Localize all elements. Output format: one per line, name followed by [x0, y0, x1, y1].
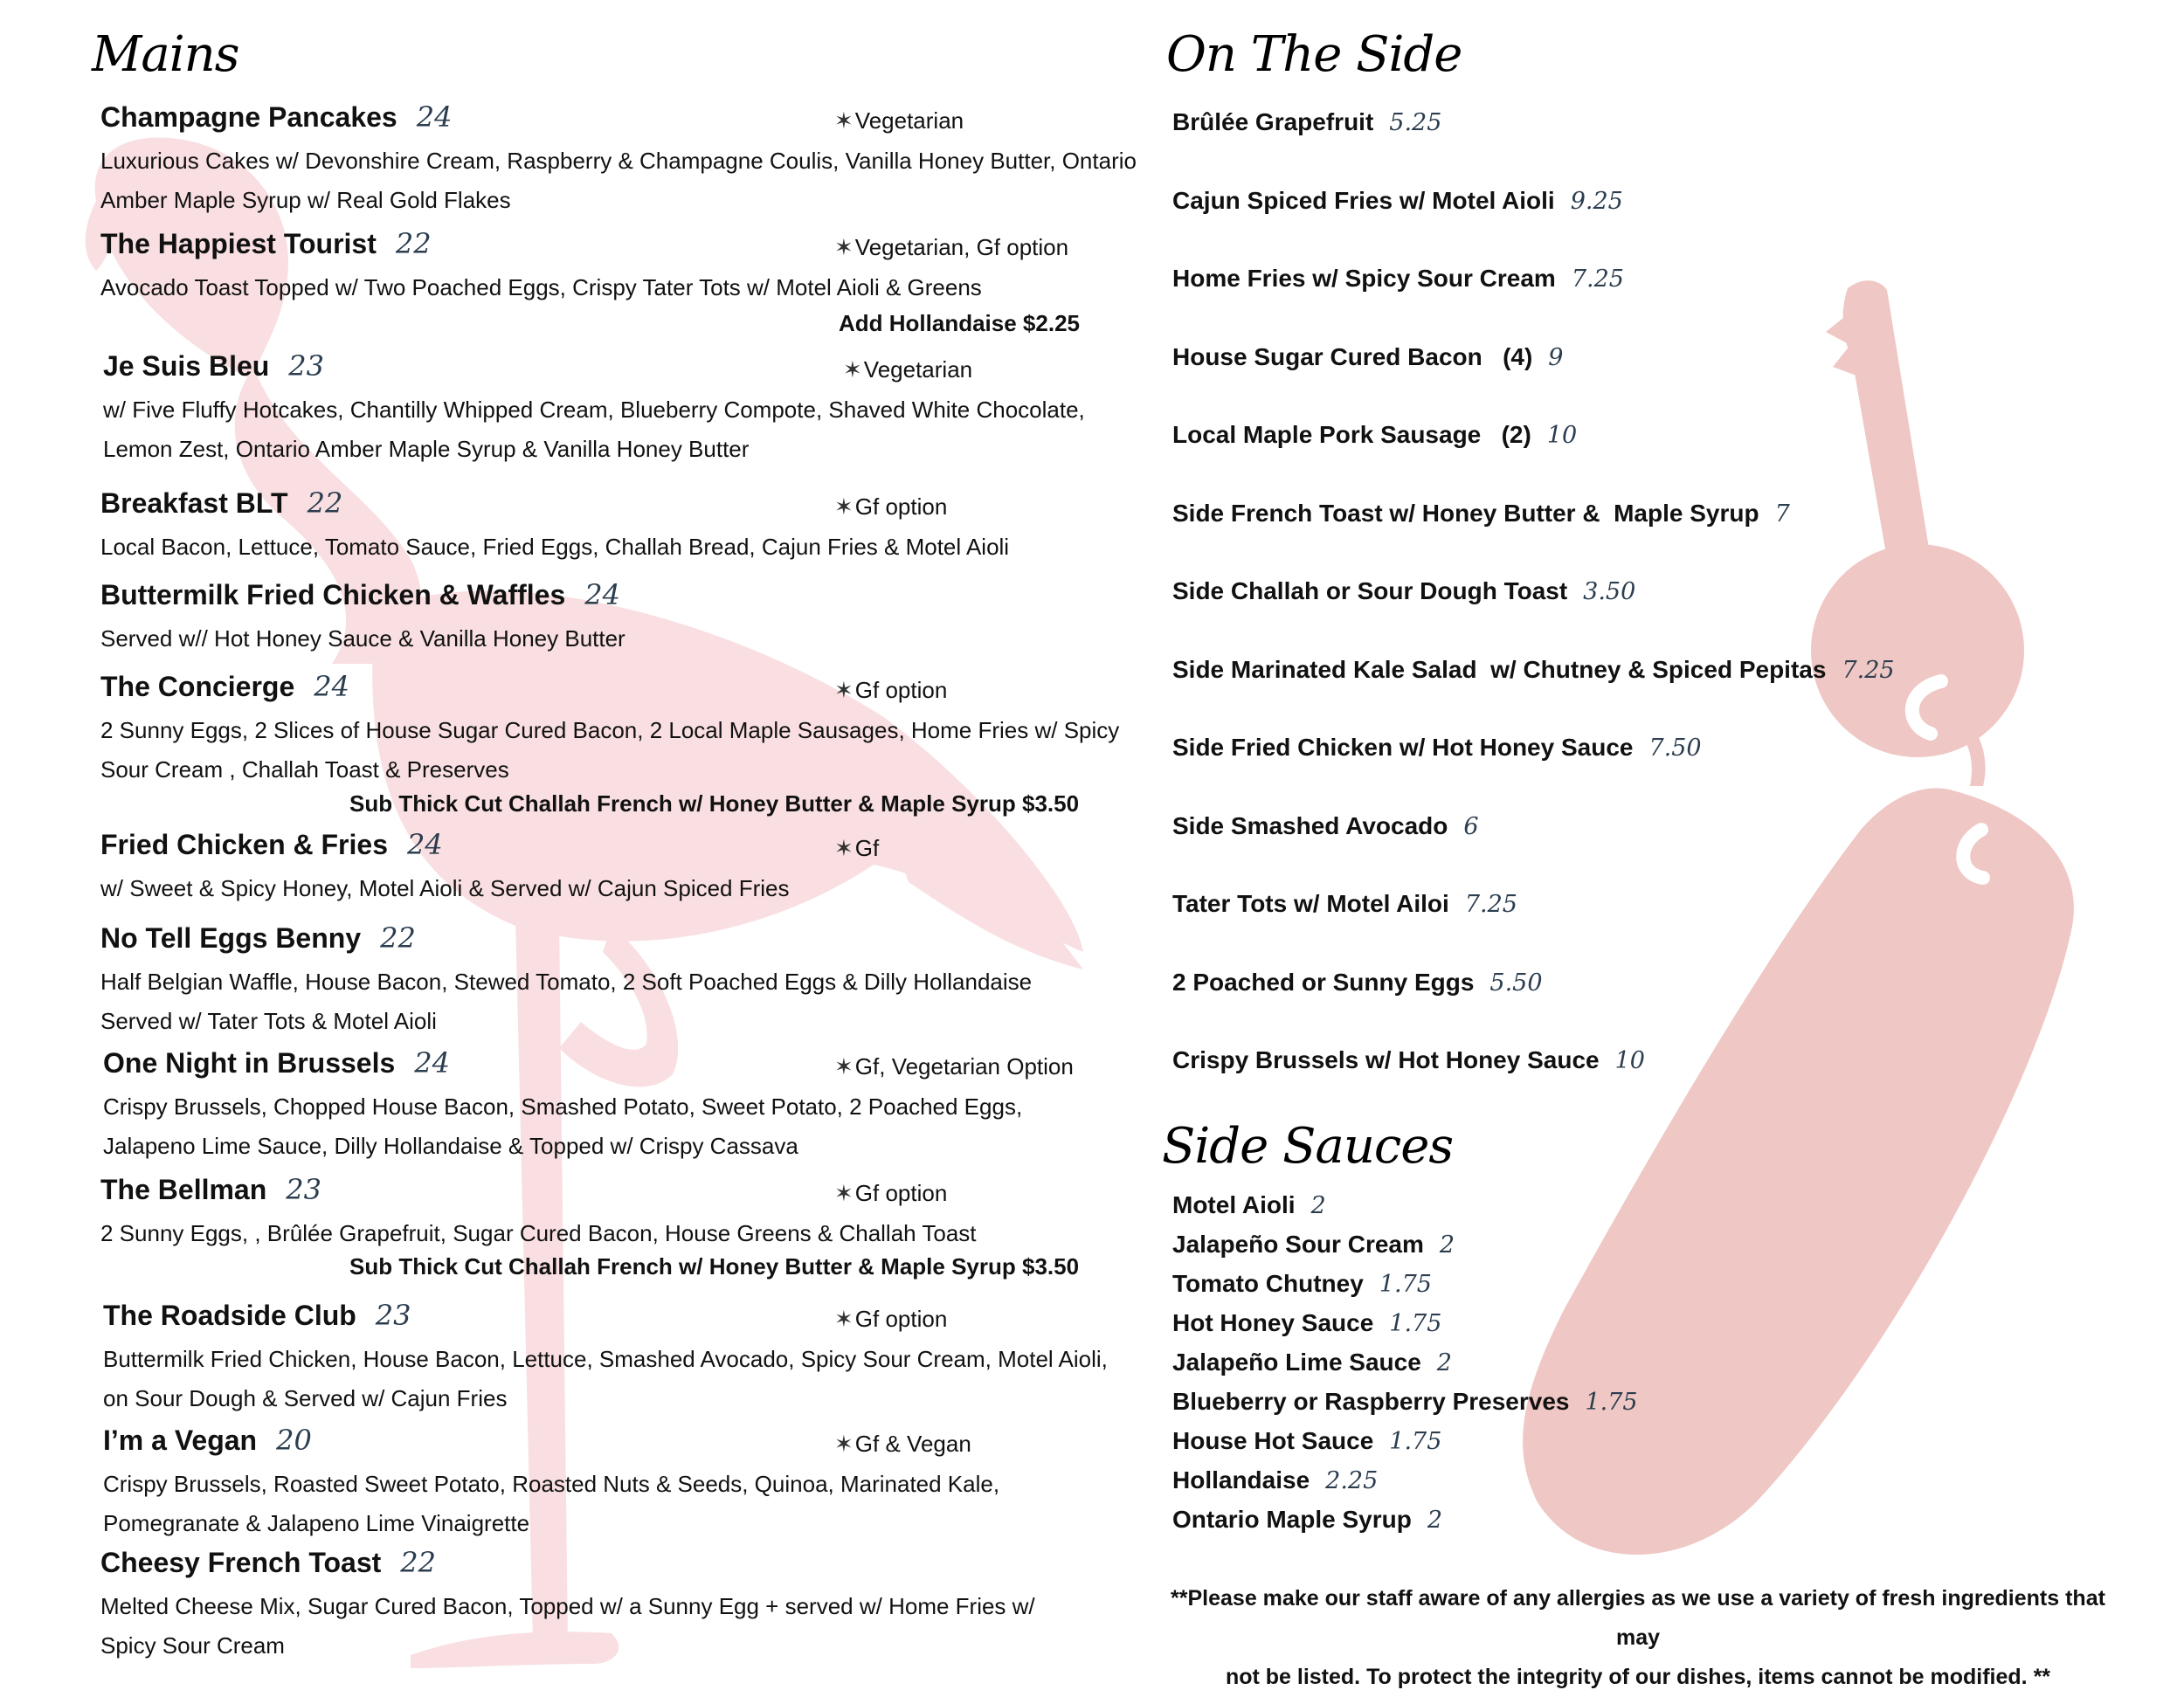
side-item — [1172, 265, 1624, 293]
sauce-item-name: Motel Aioli — [1172, 1191, 1296, 1218]
dietary-star-icon: ✶ — [834, 1181, 854, 1207]
mains-heading: Mains — [92, 26, 239, 83]
item-description-line: 2 Sunny Eggs, , Brûlée Grapefruit, Sugar Cured Bacon, House Greens & Challah Toast — [100, 1220, 977, 1246]
side-item-price: 3.50 — [1583, 578, 1636, 605]
item-price: 22 — [380, 921, 416, 955]
menu-item-name — [100, 486, 342, 520]
sauce-item-price: 2 — [1310, 1192, 1326, 1219]
sauce-item — [1172, 1427, 1441, 1455]
dietary-note-text: Gf option — [854, 1306, 948, 1332]
item-addon: Add Hollandaise $2.25 — [839, 310, 1080, 336]
item-addon: Sub Thick Cut Challah French w/ Honey Butter & Maple Syrup $3.50 — [349, 1253, 1080, 1280]
item-description-line: Served w/ Tater Tots & Motel Aioli — [100, 1008, 437, 1034]
sauce-item-name: House Hot Sauce — [1172, 1427, 1374, 1454]
side-item-price: 7 — [1774, 500, 1790, 528]
item-description-line: Jalapeno Lime Sauce, Dilly Hollandaise & Topped w/ Crispy Cassava — [103, 1133, 798, 1159]
item-name-text: The Concierge — [100, 671, 295, 702]
side-item-name: Side Marinated Kale Salad w/ Chutney & Spiced Pepitas — [1172, 655, 1827, 683]
side-item — [1172, 656, 1895, 684]
allergy-disclaimer — [1162, 1579, 2114, 1697]
side-item — [1172, 500, 1790, 528]
side-item — [1172, 969, 1543, 997]
item-description-line: Sour Cream , Challah Toast & Preserves — [100, 756, 509, 783]
sauce-item — [1172, 1270, 1432, 1298]
dietary-star-icon: ✶ — [834, 1431, 854, 1458]
sauces-heading: Side Sauces — [1162, 1118, 1454, 1175]
dietary-note — [843, 356, 972, 383]
side-item-price: 5.50 — [1489, 969, 1543, 997]
item-description-line: Served w// Hot Honey Sauce & Vanilla Honey Butter — [100, 625, 625, 652]
side-item-name: Side Fried Chicken w/ Hot Honey Sauce — [1172, 734, 1634, 761]
item-name-text: The Bellman — [100, 1174, 267, 1205]
side-item-price: 7.25 — [1571, 266, 1624, 293]
dietary-star-icon: ✶ — [834, 108, 854, 135]
sauce-item — [1172, 1466, 1378, 1494]
menu-item-name — [100, 578, 620, 611]
dietary-note-text: Vegetarian — [863, 356, 973, 383]
item-description-line: Spicy Sour Cream — [100, 1632, 285, 1659]
dietary-note — [834, 835, 879, 862]
side-item — [1172, 108, 1441, 136]
sauce-item-price: 1.75 — [1379, 1271, 1432, 1298]
sides-heading: On The Side — [1166, 26, 1462, 83]
side-item-name: Home Fries w/ Spicy Sour Cream — [1172, 265, 1556, 292]
item-price: 22 — [395, 227, 432, 260]
dietary-note — [834, 1180, 947, 1207]
item-price: 24 — [406, 828, 443, 861]
menu-item-name — [103, 349, 324, 383]
item-description-line: Half Belgian Waffle, House Bacon, Stewed Tomato, 2 Soft Poached Eggs & Dilly Hollandaise — [100, 969, 1033, 995]
dietary-note-text: Gf, Vegetarian Option — [854, 1053, 1074, 1080]
dietary-star-icon: ✶ — [834, 1307, 854, 1333]
item-price: 24 — [314, 670, 349, 703]
item-name-text: Cheesy French Toast — [100, 1547, 382, 1578]
side-item-price: 7.50 — [1648, 735, 1702, 762]
item-description-line: Local Bacon, Lettuce, Tomato Sauce, Fried Eggs, Challah Bread, Cajun Fries & Motel Aioli — [100, 534, 1010, 560]
dietary-star-icon: ✶ — [834, 494, 854, 521]
item-price: 22 — [400, 1546, 436, 1579]
dietary-note — [834, 107, 964, 135]
dietary-note-text: Gf option — [854, 1180, 948, 1206]
item-name-text: Buttermilk Fried Chicken & Waffles — [100, 579, 566, 611]
side-item — [1172, 577, 1635, 605]
menu-item-name — [100, 227, 432, 260]
dietary-note — [834, 1306, 947, 1333]
item-price: 23 — [286, 1173, 321, 1206]
item-description-line: on Sour Dough & Served w/ Cajun Fries — [103, 1385, 508, 1411]
item-name-text: Champagne Pancakes — [100, 101, 397, 133]
item-price: 24 — [416, 100, 453, 134]
sauce-item-name: Tomato Chutney — [1172, 1270, 1364, 1297]
item-name-text: I’m a Vegan — [103, 1425, 258, 1456]
side-item-name: Brûlée Grapefruit — [1172, 108, 1374, 135]
side-item-name: Local Maple Pork Sausage (2) — [1172, 421, 1531, 448]
menu-item-name — [103, 1299, 411, 1332]
dietary-star-icon: ✶ — [843, 357, 862, 383]
item-description-line: w/ Sweet & Spicy Honey, Motel Aioli & Served w/ Cajun Spiced Fries — [100, 875, 790, 901]
side-item-price: 7.25 — [1464, 891, 1517, 918]
side-item-name: Crispy Brussels w/ Hot Honey Sauce — [1172, 1046, 1600, 1073]
sauce-item-price: 1.75 — [1389, 1310, 1442, 1337]
side-item-name: Cajun Spiced Fries w/ Motel Aioli — [1172, 186, 1555, 214]
sauce-item — [1172, 1191, 1326, 1219]
sauce-item-name: Jalapeño Sour Cream — [1172, 1231, 1424, 1258]
item-description-line: Luxurious Cakes w/ Devonshire Cream, Raspberry & Champagne Coulis, Vanilla Honey Butter, Ontario — [100, 148, 1137, 174]
side-item — [1172, 421, 1577, 449]
dietary-note-text: Vegetarian — [854, 107, 964, 134]
dietary-star-icon: ✶ — [834, 235, 854, 261]
sauce-item-name: Blueberry or Raspberry Preserves — [1172, 1388, 1570, 1415]
item-description-line: Pomegranate & Jalapeno Lime Vinaigrette — [103, 1510, 530, 1536]
sauce-item-name: Hot Honey Sauce — [1172, 1309, 1374, 1336]
dietary-note — [834, 234, 1068, 261]
dietary-star-icon: ✶ — [834, 1054, 854, 1080]
item-description-line: Crispy Brussels, Roasted Sweet Potato, Roasted Nuts & Seeds, Quinoa, Marinated Kale, — [103, 1471, 1000, 1497]
dietary-note-text: Gf — [854, 835, 880, 861]
side-item-name: Tater Tots w/ Motel Ailoi — [1172, 890, 1449, 917]
menu-item-name — [100, 1173, 321, 1206]
item-addon: Sub Thick Cut Challah French w/ Honey Butter & Maple Syrup $3.50 — [349, 790, 1080, 817]
side-item-price: 10 — [1546, 422, 1578, 449]
menu-item-name — [100, 100, 452, 134]
item-name-text: One Night in Brussels — [103, 1047, 396, 1079]
sauce-item-price: 2.25 — [1325, 1467, 1379, 1494]
disclaimer-line: **Please make our staff aware of any allergies as we use a variety of fresh ingredients that may — [1171, 1586, 2105, 1650]
side-item-name: 2 Poached or Sunny Eggs — [1172, 968, 1475, 996]
menu-item-name — [100, 828, 443, 861]
menu-item-name — [100, 1546, 436, 1579]
item-price: 23 — [375, 1299, 411, 1332]
item-price: 22 — [307, 486, 343, 520]
item-name-text: Breakfast BLT — [100, 487, 288, 519]
item-description-line: 2 Sunny Eggs, 2 Slices of House Sugar Cured Bacon, 2 Local Maple Sausages, Home Fries w/ Spicy — [100, 717, 1120, 743]
side-item-price: 7.25 — [1842, 656, 1895, 684]
menu-item-name — [100, 921, 416, 955]
side-item-name: House Sugar Cured Bacon (4) — [1172, 342, 1533, 370]
sauce-item — [1172, 1309, 1441, 1337]
sauce-item — [1172, 1231, 1455, 1259]
sauce-item — [1172, 1349, 1452, 1376]
side-item-name: Side Smashed Avocado — [1172, 811, 1448, 839]
side-item — [1172, 187, 1623, 215]
dietary-note — [834, 493, 947, 521]
side-item — [1172, 890, 1517, 918]
item-description-line: Melted Cheese Mix, Sugar Cured Bacon, Topped w/ a Sunny Egg + served w/ Home Fries w/ — [100, 1593, 1035, 1619]
sauce-item-name: Ontario Maple Syrup — [1172, 1506, 1412, 1533]
menu-item-name — [103, 1046, 450, 1080]
side-item-price: 9 — [1548, 343, 1564, 371]
sauce-item-name: Jalapeño Lime Sauce — [1172, 1349, 1421, 1376]
sauce-item-price: 2 — [1427, 1507, 1443, 1534]
item-description-line: w/ Five Fluffy Hotcakes, Chantilly Whipped Cream, Blueberry Compote, Shaved White Chocolate, — [103, 397, 1085, 423]
sauce-item-name: Hollandaise — [1172, 1466, 1310, 1493]
side-item-price: 6 — [1463, 812, 1479, 840]
key-tag-illustration — [1523, 280, 2074, 1555]
item-description-line: Crispy Brussels, Chopped House Bacon, Smashed Potato, Sweet Potato, 2 Poached Eggs, — [103, 1093, 1023, 1120]
dietary-note — [834, 677, 947, 704]
item-price: 23 — [288, 349, 325, 383]
item-price: 24 — [584, 578, 620, 611]
dietary-note-text: Gf & Vegan — [854, 1431, 971, 1457]
dietary-note — [834, 1431, 971, 1458]
sauce-item-price: 2 — [1436, 1349, 1452, 1376]
dietary-note-text: Gf option — [854, 677, 948, 703]
item-name-text: Fried Chicken & Fries — [100, 829, 388, 860]
sauce-item-price: 2 — [1439, 1231, 1455, 1259]
dietary-star-icon: ✶ — [834, 678, 854, 704]
item-description-line: Amber Maple Syrup w/ Real Gold Flakes — [100, 187, 511, 213]
side-item-name: Side Challah or Sour Dough Toast — [1172, 577, 1568, 604]
item-name-text: The Roadside Club — [103, 1300, 356, 1331]
menu-item-name — [103, 1424, 312, 1457]
item-name-text: Je Suis Bleu — [103, 350, 270, 382]
side-item — [1172, 343, 1563, 371]
side-item — [1172, 812, 1479, 840]
sauce-item-price: 1.75 — [1389, 1428, 1442, 1455]
item-price: 20 — [276, 1424, 312, 1457]
dietary-note-text: Vegetarian, Gf option — [854, 234, 1069, 260]
item-description-line: Avocado Toast Topped w/ Two Poached Eggs, Crispy Tater Tots w/ Motel Aioli & Greens — [100, 274, 982, 300]
dietary-star-icon: ✶ — [834, 836, 854, 862]
sauce-item-price: 1.75 — [1585, 1389, 1638, 1416]
sauce-item — [1172, 1506, 1442, 1534]
side-item — [1172, 1046, 1645, 1074]
item-description-line: Buttermilk Fried Chicken, House Bacon, Lettuce, Smashed Avocado, Spicy Sour Cream, Motel Aioli, — [103, 1346, 1108, 1372]
sauce-item — [1172, 1388, 1638, 1416]
side-item — [1172, 734, 1702, 762]
item-price: 24 — [414, 1046, 450, 1080]
item-name-text: The Happiest Tourist — [100, 228, 377, 259]
menu-item-name — [100, 670, 349, 703]
disclaimer-line: not be listed. To protect the integrity of our dishes, items cannot be modified. ** — [1225, 1665, 2051, 1689]
side-item-price: 5.25 — [1389, 109, 1442, 136]
side-item-price: 10 — [1614, 1047, 1645, 1074]
dietary-note-text: Gf option — [854, 493, 948, 520]
item-description-line: Lemon Zest, Ontario Amber Maple Syrup & Vanilla Honey Butter — [103, 436, 750, 462]
dietary-note — [834, 1053, 1074, 1080]
side-item-name: Side French Toast w/ Honey Butter & Maple Syrup — [1172, 499, 1759, 527]
item-name-text: No Tell Eggs Benny — [100, 922, 362, 954]
side-item-price: 9.25 — [1570, 187, 1623, 215]
